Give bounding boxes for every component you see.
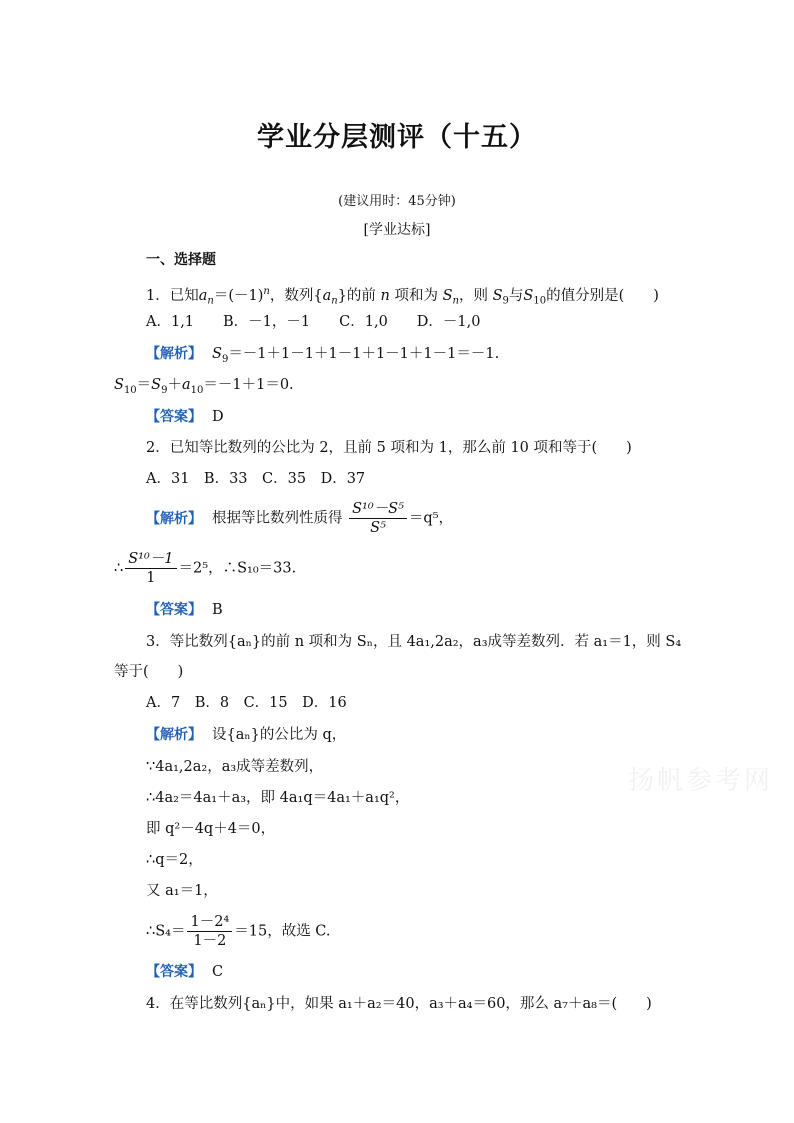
analysis-label: 【解析】 (146, 510, 202, 527)
q3-options: A．7 B．8 C．15 D．16 (146, 695, 347, 711)
q3-analysis: 【解析】 设{aₙ}的公比为 q， (146, 727, 347, 743)
section-label: [学业达标] (363, 222, 431, 238)
analysis-label: 【解析】 (146, 727, 202, 743)
q1-stem: 1．已知$a_n=(-1)^n$，数列$\{a_n\}$的前 n 项和为 $S_n$，则 $S_9$与$S_{10}$的值分别是( ) (146, 286, 659, 307)
q3-step2: ∵4a₁,2a₂，a₃成等差数列， (146, 759, 324, 775)
answer-label: 【答案】 (146, 409, 202, 425)
fraction: $\frac{\text{S¹⁰－S⁵}}{\text{S⁵}}$ (349, 500, 407, 537)
q3-step3: ∴4a₂＝4a₁＋a₃，即 4a₁q＝4a₁＋a₁q²， (146, 790, 410, 806)
q1-answer: 【答案】 D (146, 409, 224, 425)
q2-analysis: 【解析】 根据等比数列性质得 $\frac{\text{S¹⁰－S⁵}}{\text{S⁵}}$ ＝q⁵， (146, 501, 454, 536)
answer-label: 【答案】 (146, 964, 202, 980)
q3-stem-line1: 3．等比数列{aₙ}的前 n 项和为 Sₙ，且 4a₁,2a₂，a₃成等差数列．若 a₁＝1，则 S₄ (146, 634, 682, 650)
q1-options: A．1,1 B．－1，－1 C．1,0 D．－1,0 (146, 314, 481, 330)
q3-step6: 又 a₁＝1， (146, 883, 218, 899)
q2-options: A．31 B．33 C．35 D．37 (146, 471, 366, 487)
q3-stem-line2: 等于( ) (114, 664, 184, 680)
analysis-label: 【解析】 (146, 346, 202, 362)
part-heading: 一、选择题 (146, 252, 216, 268)
time-note: (建议用时：45分钟) (338, 194, 456, 209)
q3-step4: 即 q²－4q＋4＝0， (146, 821, 276, 837)
page-title: 学业分层测评（十五） (257, 122, 537, 153)
q2-stem: 2．已知等比数列的公比为 2，且前 5 项和为 1，那么前 10 项和等于( ) (146, 440, 632, 456)
q3-answer: 【答案】 C (146, 964, 224, 980)
q2-analysis-line2: ∴ $\frac{\text{S¹⁰－1}}{1}$ ＝2⁵，∴S₁₀＝33. (114, 551, 297, 586)
watermark: 扬帆参考网 (628, 766, 774, 796)
q3-step7: ∴S₄＝ $\frac{\text{1－2⁴}}{1-2}$ ＝15，故选 C. (146, 914, 331, 949)
answer-label: 【答案】 (146, 602, 202, 618)
q1-analysis: 【解析】 $S_9=-1+1-1+1-1+1-1+1-1=-1$. (146, 346, 500, 365)
fraction: $\frac{\text{S¹⁰－1}}{1}$ (125, 550, 176, 587)
q2-answer: 【答案】 B (146, 602, 223, 618)
q3-step5: ∴q＝2， (146, 852, 203, 868)
q1-analysis-line2: $S_{10}=S_9+a_{10}=-1+1=0$. (114, 377, 294, 396)
q4-stem: 4．在等比数列{aₙ}中，如果 a₁＋a₂＝40，a₃＋a₄＝60，那么 a₇＋a₈＝( ) (146, 996, 652, 1012)
fraction: $\frac{\text{1－2⁴}}{1-2}$ (187, 913, 232, 950)
